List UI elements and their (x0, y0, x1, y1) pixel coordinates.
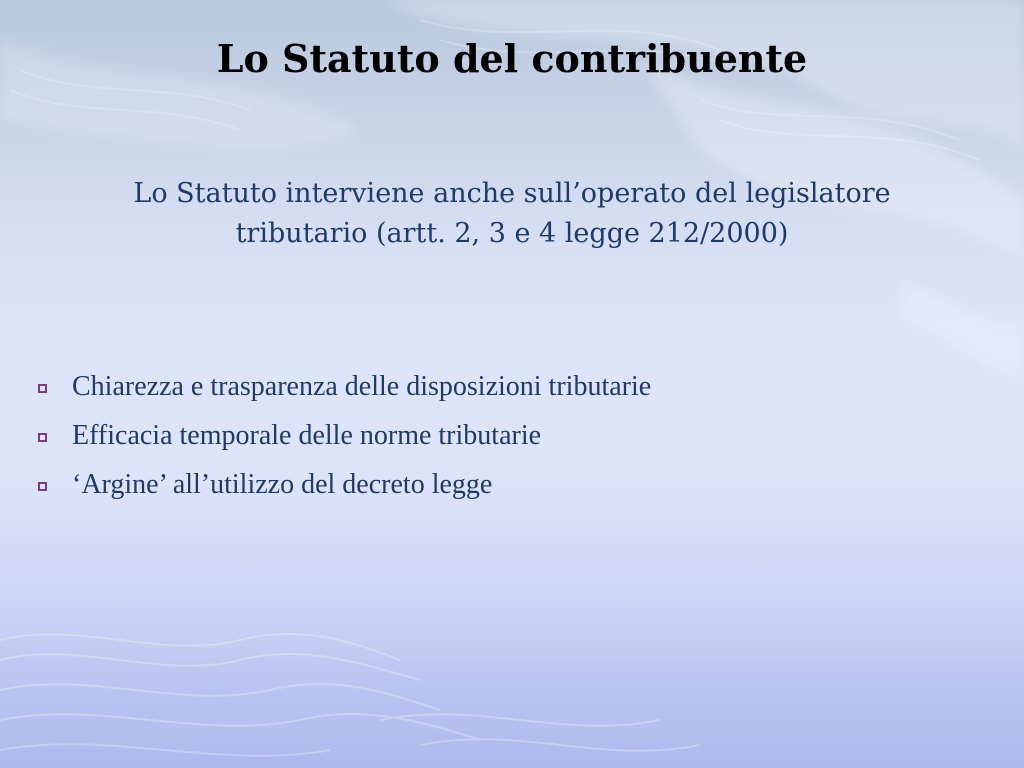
slide-title: Lo Statuto del contribuente (216, 36, 808, 81)
square-bullet-icon (38, 482, 47, 491)
square-bullet-icon (38, 384, 47, 393)
bullet-text: Efficacia temporale delle norme tributarie (72, 419, 542, 451)
bullet-text: ‘Argine’ all’utilizzo del decreto legge (72, 468, 493, 500)
subtitle-line-1: Lo Statuto interviene anche sull’operato del legislatore (133, 178, 891, 209)
bullet-item-efficacia (38, 411, 978, 460)
bullet-list (38, 362, 978, 509)
bullet-text: Chiarezza e trasparenza delle disposizioni tributarie (72, 370, 652, 402)
slide-subtitle (40, 174, 984, 254)
subtitle-line-2: tributario (artt. 2, 3 e 4 legge 212/2000) (235, 218, 789, 249)
bullet-item-chiarezza (38, 362, 978, 411)
bullet-item-argine (38, 460, 978, 509)
square-bullet-icon (38, 433, 47, 442)
